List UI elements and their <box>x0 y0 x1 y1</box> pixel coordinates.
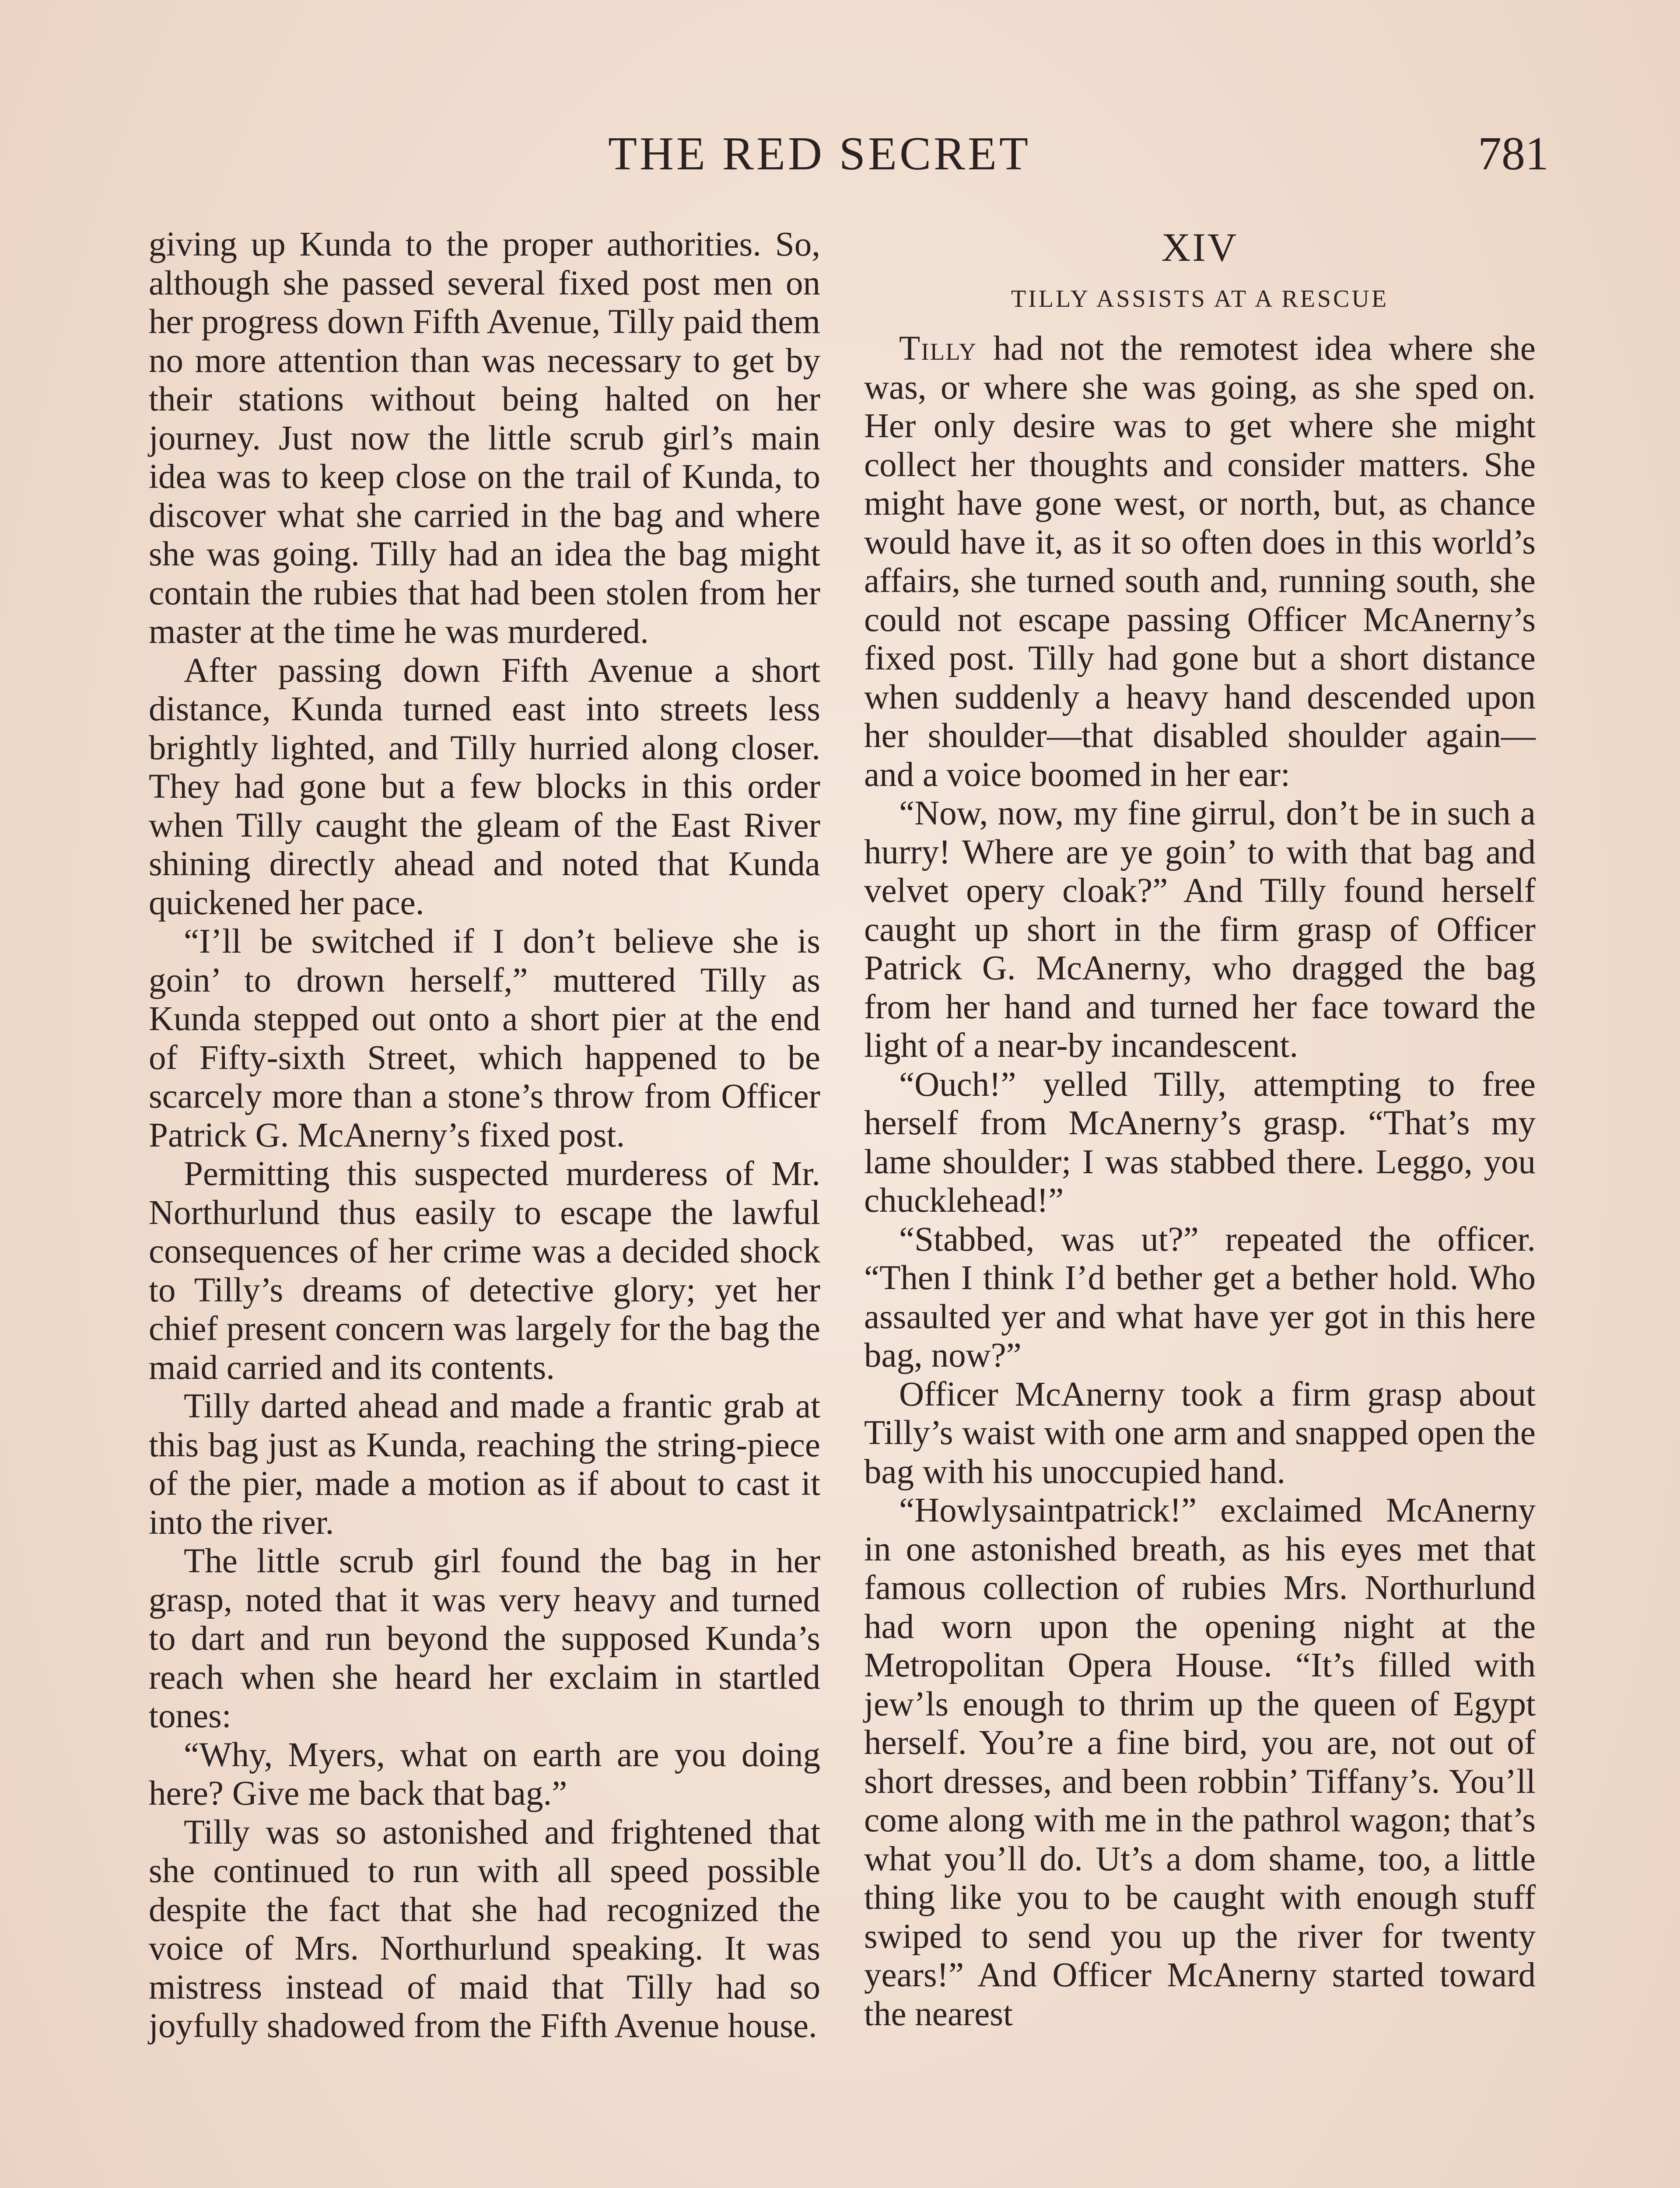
paragraph: “Why, Myers, what on earth are you doing here? Give me back that bag.” <box>149 1736 820 1813</box>
page-number: 781 <box>1478 128 1549 180</box>
paragraph: “Ouch!” yelled Tilly, attempting to free herself from McAnerny’s grasp. “That’s my lame shoulder; I was stabbed there. Leggo, you chucklehead!” <box>864 1065 1536 1220</box>
paragraph: “Howlysaintpatrick!” exclaimed McAnerny in one astonished breath, as his eyes met that famous collection of rubies Mrs. Northurlund had worn upon the opening night at the Metropolitan Opera House. “It’s filled with jew’ls enough to thrim up the queen of Egypt herself. You’re a fine bird, you are, not out of short dresses, and been robbin’ Tiffany’s. You’ll come along with me in the pathrol wagon; that’s what you’ll do. Ut’s a dom shame, too, a little thing like you to be caught with enough stuff swiped to send you up the river for twenty years!” And Officer McAnerny started toward the nearest <box>864 1491 1536 2033</box>
paragraph: The little scrub girl found the bag in her grasp, noted that it was very heavy and turned to dart and run beyond the supposed Kunda’s reach when she heard her exclaim in startled tones: <box>149 1542 820 1735</box>
paragraph: Officer McAnerny took a firm grasp about Tilly’s waist with one arm and snapped open the bag with his unoccupied hand. <box>864 1375 1536 1491</box>
paragraph: “I’ll be switched if I don’t believe she is goin’ to drown herself,” muttered Tilly as Kunda stepped out onto a short pier at the end of Fifty-sixth Street, which happened to be scarcely more than a stone’s throw from Officer Patrick G. McAnerny’s fixed post. <box>149 922 820 1154</box>
chapter-title: TILLY ASSISTS AT A RESCUE <box>1011 285 1389 312</box>
chapter-opening-text: had not the remotest idea where she was, or where she was going, as she sped on. Her only desire was to get where she might collect her thoughts and consider matters. She might have gone west, or north, but, as chance would have it, as it so often does in this world’s affairs, she turned south and, running south, she could not escape passing Officer McAnerny’s fixed post. Tilly had gone but a short distance when suddenly a heavy hand descended upon her shoulder—that disabled shoulder again—and a voice boomed in her ear: <box>864 330 1536 794</box>
left-column <box>149 225 820 2046</box>
paragraph: After passing down Fifth Avenue a short distance, Kunda turned east into streets less brightly lighted, and Tilly hurried along closer. They had gone but a few blocks in this order when Tilly caught the gleam of the East River shining directly ahead and noted that Kunda quickened her pace. <box>149 651 820 922</box>
paragraph: giving up Kunda to the proper authorities. So, although she passed several fixed post men on her progress down Fifth Avenue, Tilly paid them no more attention than was necessary to get by their stations without being halted on her journey. Just now the little scrub girl’s main idea was to keep close on the trail of Kunda, to discover what she carried in the bag and where she was going. Tilly had an idea the bag might contain the rubies that had been stolen from her master at the time he was murdered. <box>149 225 820 651</box>
chapter-number: XIV <box>1161 225 1239 270</box>
paragraph: Tilly darted ahead and made a frantic grab at this bag just as Kunda, reaching the string-piece of the pier, made a motion as if about to cast it into the river. <box>149 1387 820 1542</box>
paragraph: Tilly was so astonished and frightened that she continued to run with all speed possible despite the fact that she had recognized the voice of Mrs. Northurlund speaking. It was mistress instead of maid that Tilly had so joyfully shadowed from the Fifth Avenue house. <box>149 1813 820 2045</box>
right-column <box>864 225 1536 2034</box>
chapter-lead-word: Tilly <box>899 330 977 368</box>
page-header <box>149 127 1549 193</box>
paragraph: Permitting this suspected murderess of Mr. Northurlund thus easily to escape the lawful consequences of her crime was a decided shock to Tilly’s dreams of detective glory; yet her chief present concern was largely for the bag the maid carried and its contents. <box>149 1155 820 1387</box>
chapter-opening-paragraph <box>864 330 1536 794</box>
running-title: THE RED SECRET <box>608 128 1031 180</box>
paragraph: “Now, now, my fine girrul, don’t be in such a hurry! Where are ye goin’ to with that bag and velvet opery cloak?” And Tilly found herself caught up short in the firm grasp of Officer Patrick G. McAnerny, who dragged the bag from her hand and turned her face toward the light of a near-by incandescent. <box>864 794 1536 1065</box>
paragraph: “Stabbed, was ut?” repeated the officer. “Then I think I’d bether get a bether hold. Who assaulted yer and what have yer got in this here bag, now?” <box>864 1220 1536 1375</box>
